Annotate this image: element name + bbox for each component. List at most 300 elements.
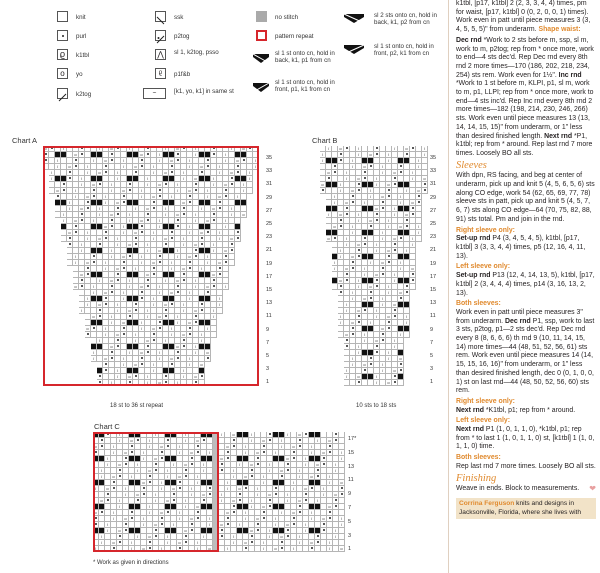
k2tog-cell: / [127,284,133,290]
k2tog-cell: / [350,296,356,302]
ssk-cell: \ [133,266,139,272]
key-label: p1f&b [174,71,191,78]
k2tog-cell: / [187,230,193,236]
ssk-cell: \ [223,152,229,158]
ssk-cell: \ [195,540,201,546]
subheading: Left sleeve only: [456,417,510,425]
row-number: 13 [266,300,273,307]
yo-cell: o [356,374,362,380]
ssk-cell: \ [193,212,199,218]
ssk-cell: \ [115,302,121,308]
ssk-cell: \ [303,522,309,528]
k2tog-cell: / [115,242,121,248]
column-divider [448,0,449,573]
chart-c-title: Chart C [94,422,120,431]
k2tog-cell: / [199,338,205,344]
chart-b-caption: 10 sts to 18 sts [356,403,397,409]
ssk-cell: \ [145,308,151,314]
k2tog-cell: / [123,492,129,498]
ssk-cell: \ [99,534,105,540]
k2tog-cell: / [109,188,115,194]
row-number: 3 [430,366,434,373]
k2tog-cell: / [171,462,177,468]
k2tog-cell: / [368,260,374,266]
ssk-cell: \ [121,290,127,296]
k2tog-cell: / [99,474,105,480]
yo-cell: o [193,308,199,314]
yo-cell: o [159,444,165,450]
k2tog-cell: / [115,176,121,182]
yo-cell: o [85,194,91,200]
ssk-cell: \ [187,224,193,230]
k2tog-cell: / [151,368,157,374]
row-number: 25 [266,221,273,227]
row-number: 15 [266,287,273,293]
ssk-cell: \ [151,362,157,368]
yo-cell: o [163,170,169,176]
paragraph: Rep last rnd 7 more times. Loosely BO all sts. [456,462,596,470]
k2tog-cell: / [103,200,109,206]
yo-cell: o [291,444,297,450]
yo-cell: o [97,302,103,308]
yo-cell: o [327,504,333,510]
ssk-cell: \ [127,146,133,152]
ssk-cell: \ [267,528,273,534]
yo-cell: o [249,528,255,534]
pattern-repeat-outline [43,146,259,386]
section-heading-sleeves: Sleeves [456,159,487,171]
yo-cell: o [392,302,398,308]
ssk-cell: \ [386,284,392,290]
k2tog-cell: / [211,314,217,320]
k2tog-cell: / [133,338,139,344]
k2tog-cell: / [410,176,416,182]
yo-cell: o [261,504,267,510]
ssk-cell: \ [175,248,181,254]
ssk-cell: \ [297,534,303,540]
ssk-cell: \ [231,468,237,474]
ssk-cell: \ [145,176,151,182]
yo-cell: o [303,486,309,492]
row-number: 1 [430,379,434,386]
ssk-cell: \ [175,182,181,188]
yo-cell: o [133,230,139,236]
k2tog-cell: / [217,170,223,176]
ssk-cell: \ [422,146,428,152]
yo-cell: o [127,308,133,314]
k2tog-cell: / [339,456,345,462]
yo-cell: o [321,450,327,456]
yo-cell: o [386,248,392,254]
yo-cell: o [145,338,151,344]
yo-cell: o [187,254,193,260]
k2tog-cell: / [207,522,213,528]
key-label: no stitch [275,14,299,21]
yo-cell: o [338,146,344,152]
k2tog-cell: / [309,450,315,456]
row-number: 29 [266,194,273,201]
yo-cell: o [79,206,85,212]
yo-cell: o [398,356,404,362]
ssk-cell: \ [368,188,374,194]
k2tog-cell: / [374,380,380,386]
k2tog-cell: / [344,176,350,182]
ssk-cell: \ [207,450,213,456]
row-number: 17 [430,273,437,280]
yo-cell: o [169,356,175,362]
key-label: purl [76,33,87,40]
k2tog-cell: / [165,540,171,546]
k2tog-cell: / [231,540,237,546]
yo-cell: o [199,164,205,170]
row-number: 11 [430,313,436,320]
ssk-cell: \ [416,158,422,164]
yo-cell: o [243,474,249,480]
ssk-cell: \ [327,540,333,546]
yo-cell: o [129,438,135,444]
k2tog-cell: / [386,158,392,164]
pattern-repeat-outline [93,432,219,552]
subheading: Right sleeve only: [456,397,515,405]
ssk-cell: \ [229,206,235,212]
k2tog-cell: / [261,546,267,552]
ssk-cell: \ [392,338,398,344]
yo-cell: o [85,260,91,266]
k2tog-cell: / [315,438,321,444]
ssk-cell: \ [374,176,380,182]
key-label: pattern repeat [275,33,314,40]
ssk-cell: \ [105,456,111,462]
yo-cell: o [261,438,267,444]
yo-cell: o [67,230,73,236]
k2tog-cell: / [85,302,91,308]
ssk-cell: \ [157,350,163,356]
ssk-cell: \ [189,486,195,492]
ssk-cell: \ [217,230,223,236]
ssk-cell: \ [91,350,97,356]
k2tog-cell: / [297,540,303,546]
yo-cell: o [159,510,165,516]
k2tog-cell: / [392,212,398,218]
row-number: 17 [266,273,273,280]
k2tog-cell: / [139,326,145,332]
key-label: k1tbl [76,52,90,59]
ssk-cell: \ [320,152,326,158]
ssk-cell: \ [175,380,181,386]
yo-cell: o [374,206,380,212]
ssk-cell: \ [273,450,279,456]
yo-cell: o [199,362,205,368]
ssk-cell: \ [356,344,362,350]
k2tog-cell: / [255,492,261,498]
yo-cell: o [205,218,211,224]
yo-cell: o [205,350,211,356]
row-number: 3 [266,366,270,373]
ssk-cell: \ [157,284,163,290]
row-number: 21 [266,247,273,254]
ssk-cell: \ [333,462,339,468]
ssk-cell: \ [85,164,91,170]
yo-cell: o [404,146,410,152]
designer-bio: Corrina Ferguson knits and designs in Jacksonville, Florida, where she lives with [456,498,596,519]
row-number: 11 [348,477,354,484]
yo-cell: o [344,332,350,338]
paragraph: Dec rnd *Work to 2 sts before m, ssp, sl m, work to m, p2tog; rep from * once more, work to end—4 sts dec'd. Rep Dec rnd every 8th rnd 2 more times—170 (186, 202, 218, 234, 254) sts rem. Work even for 1½". Inc rnd *Work to 1 st before m, KLPI, p1, sl m, work to m, p1, LLPI; rep from * once more, work to end—4 sts inc'd. Rep Inc rnd every 8th rnd 2 more times—182 (198, 214, 230, 246, 266) sts. Work even until piece measures 13 (13, 14, 14, 15, 15)" from underarm, or 1" less than desired finished length. Next rnd *P1, k1tbl; rep from * around. Rep last rnd 7 more times. Loosely BO all sts. [456,36,594,157]
paragraph: Weave in ends. Block to measurements. ❤ [456,484,596,494]
k2tog-cell: / [127,350,133,356]
yo-cell: o [115,332,121,338]
row-number: 33 [430,168,437,175]
k2tog-cell: / [157,290,163,296]
k2tog-cell: / [380,236,386,242]
ssk-cell: \ [344,302,350,308]
yo-cell: o [243,540,249,546]
ssk-cell: \ [350,158,356,164]
yo-cell: o [297,432,303,438]
yo-cell: o [175,146,181,152]
ssk-cell: \ [374,242,380,248]
ssk-cell: \ [327,474,333,480]
ssk-cell: \ [111,510,117,516]
k2tog-cell: / [223,158,229,164]
k2tog-cell: / [153,498,159,504]
k2tog-cell: / [386,356,392,362]
yo-cell: o [422,176,428,182]
yo-cell: o [97,236,103,242]
k2tog-cell: / [386,290,392,296]
k2tog-cell: / [380,368,386,374]
yo-cell: o [151,260,157,266]
k2tog-cell: / [193,284,199,290]
ssk-cell: \ [356,146,362,152]
k2tog-cell: / [219,432,225,438]
k2tog-cell: / [111,516,117,522]
k2tog-cell: / [79,248,85,254]
k2tog-cell: / [321,492,327,498]
k2tog-cell: / [380,170,386,176]
ssk-cell: \ [291,546,297,552]
row-number: 11 [266,313,272,320]
ssk-cell: \ [261,474,267,480]
ssk-cell: \ [49,170,55,176]
ssk-cell: \ [93,546,99,552]
ssk-cell: \ [398,260,404,266]
no-stitch-icon [256,11,267,22]
row-number: 5 [348,518,352,525]
k2tog-cell: / [398,266,404,272]
k2tog-cell: / [165,474,171,480]
ssk-cell: \ [61,146,67,152]
ssk-cell: \ [145,374,151,380]
k2tog-cell: / [243,516,249,522]
k2tog-cell: / [147,510,153,516]
k2tog-cell: / [211,248,217,254]
row-number: 1 [348,546,352,553]
k2tog-cell: / [398,332,404,338]
yo-cell: o [163,236,169,242]
k2tog-cell: / [189,492,195,498]
ssk-cell: \ [247,170,253,176]
k2tog-cell: / [392,146,398,152]
chart-a-caption: 18 st to 36 st repeat [110,403,164,409]
yo-cell: o [320,182,326,188]
ssk-cell: \ [169,326,175,332]
k2tog-cell: / [374,314,380,320]
yo-cell: o [217,194,223,200]
yo-cell: o [362,362,368,368]
yo-cell: o [207,546,213,552]
ssk-cell: \ [175,314,181,320]
ssk-cell: \ [127,278,133,284]
yo-cell: o [163,302,169,308]
yo-cell: o [386,182,392,188]
ssk-cell: \ [344,170,350,176]
k2tog-cell: / [267,468,273,474]
yo-cell: o [338,278,344,284]
cable-front2-icon [343,42,365,53]
ssk-cell: \ [255,486,261,492]
ssk-cell: \ [123,486,129,492]
yo-cell: o [91,182,97,188]
k2tog-cell: / [249,504,255,510]
ssk-cell: \ [135,462,141,468]
k2tog-cell: / [121,296,127,302]
yo-cell: o [171,486,177,492]
k2tog-cell: / [133,206,139,212]
k2tog-cell: / [157,158,163,164]
ssk-cell: \ [201,462,207,468]
yo-cell: o [237,486,243,492]
yo-cell: o [151,326,157,332]
row-number: 19 [430,260,437,267]
ssk-cell: \ [315,498,321,504]
yo-cell: o [177,474,183,480]
ssk-cell: \ [362,332,368,338]
yo-cell: o [117,462,123,468]
ssk-cell: \ [380,230,386,236]
k2tog-cell: / [410,242,416,248]
yo-cell: o [229,236,235,242]
row-number: 15 [430,287,437,293]
k2tog-cell: / [109,254,115,260]
k2tog-cell: / [103,266,109,272]
k2tog-cell: / [147,444,153,450]
k2tog-cell: / [333,468,339,474]
yo-cell: o [339,480,345,486]
ssk-cell: \ [181,368,187,374]
yo-cell: o [111,540,117,546]
yo-cell: o [117,528,123,534]
yo-cell: o [127,242,133,248]
ssk-cell: \ [187,356,193,362]
k2tog-cell: / [117,438,123,444]
row-number: 19 [266,260,273,267]
k2tog-cell: / [85,170,91,176]
yo-cell: o [368,152,374,158]
k2tog-cell: / [309,516,315,522]
k2tog-cell: / [339,522,345,528]
k2tog-cell: / [303,462,309,468]
ssk-cell: \ [344,368,350,374]
yo-cell: o [139,350,145,356]
yo-cell: o [285,456,291,462]
k2tog-cell: / [181,374,187,380]
stitch-grid [320,146,428,386]
ssk-cell: \ [147,504,153,510]
chart-c-caption: * Work as given in directions [93,560,169,566]
k2tog-cell: / [356,284,362,290]
key-label: [k1, yo, k1] in same st [174,88,234,95]
ssk-cell: \ [211,242,217,248]
k2tog-cell: / [79,182,85,188]
ssk-cell: \ [404,314,410,320]
row-number: 9 [348,491,352,498]
k2tog-cell: / [326,146,332,152]
ssk-cell: \ [187,158,193,164]
yo-cell: o [297,498,303,504]
yo-cell: o [199,230,205,236]
yo-cell: o [193,242,199,248]
yo-cell: o [273,546,279,552]
ssk-cell: \ [207,516,213,522]
yo-cell: o [103,158,109,164]
k2tog-cell: / [193,350,199,356]
k2tog-cell: / [327,480,333,486]
k2tog-cell: / [111,450,117,456]
ssk-cell: \ [163,338,169,344]
ssk-cell: \ [380,296,386,302]
cable-front-icon [252,80,270,91]
yo-cell: o [392,236,398,242]
subheading: Both sleeves: [456,300,501,308]
k1tbl-icon: ϱ [57,49,68,60]
yo-cell: o [67,164,73,170]
k2tog-cell: / [91,158,97,164]
k2tog-cell: / [303,528,309,534]
ssk-cell: \ [380,164,386,170]
k2tog-cell: / [153,432,159,438]
k2tog-cell: / [181,176,187,182]
yo-cell: o [368,284,374,290]
ssk-cell: \ [109,314,115,320]
k2tog-cell: / [145,248,151,254]
yo-cell: o [223,182,229,188]
k2tog-cell: / [297,474,303,480]
yo-cell: o [326,170,332,176]
ssk-cell: \ [55,158,61,164]
row-number: 25 [430,221,437,227]
k2tog-cell: / [344,374,350,380]
ssk-cell: \ [398,194,404,200]
k2tog-cell: / [344,308,350,314]
ssk-cell: \ [141,450,147,456]
ssk-cell: \ [153,492,159,498]
paragraph: With dpn, RS facing, and beg at center of underarm, pick up and knit 5 (4, 5, 6, 5, 6) sts along CO edge, work 54 (62, 65, 69, 77, 78) sleeve sts in patt, pick up and knit 5 (4, 5, 7, 6, 7) sts along CO edge—64 (70, 75, 82, 88, 91) sts total. Pm and join in the rnd. [456,172,595,223]
yo-icon: o [57,68,68,79]
ssk-cell: \ [85,296,91,302]
yo-cell: o [181,332,187,338]
ssk-cell: \ [350,224,356,230]
ssk-cell: \ [115,236,121,242]
k2tog-cell: / [141,456,147,462]
k2tog-cell: / [243,450,249,456]
k2tog-cell: / [320,158,326,164]
yo-cell: o [157,314,163,320]
yo-cell: o [285,522,291,528]
ssk-cell: \ [303,456,309,462]
ssk-cell: \ [139,320,145,326]
ssk-cell: \ [338,248,344,254]
